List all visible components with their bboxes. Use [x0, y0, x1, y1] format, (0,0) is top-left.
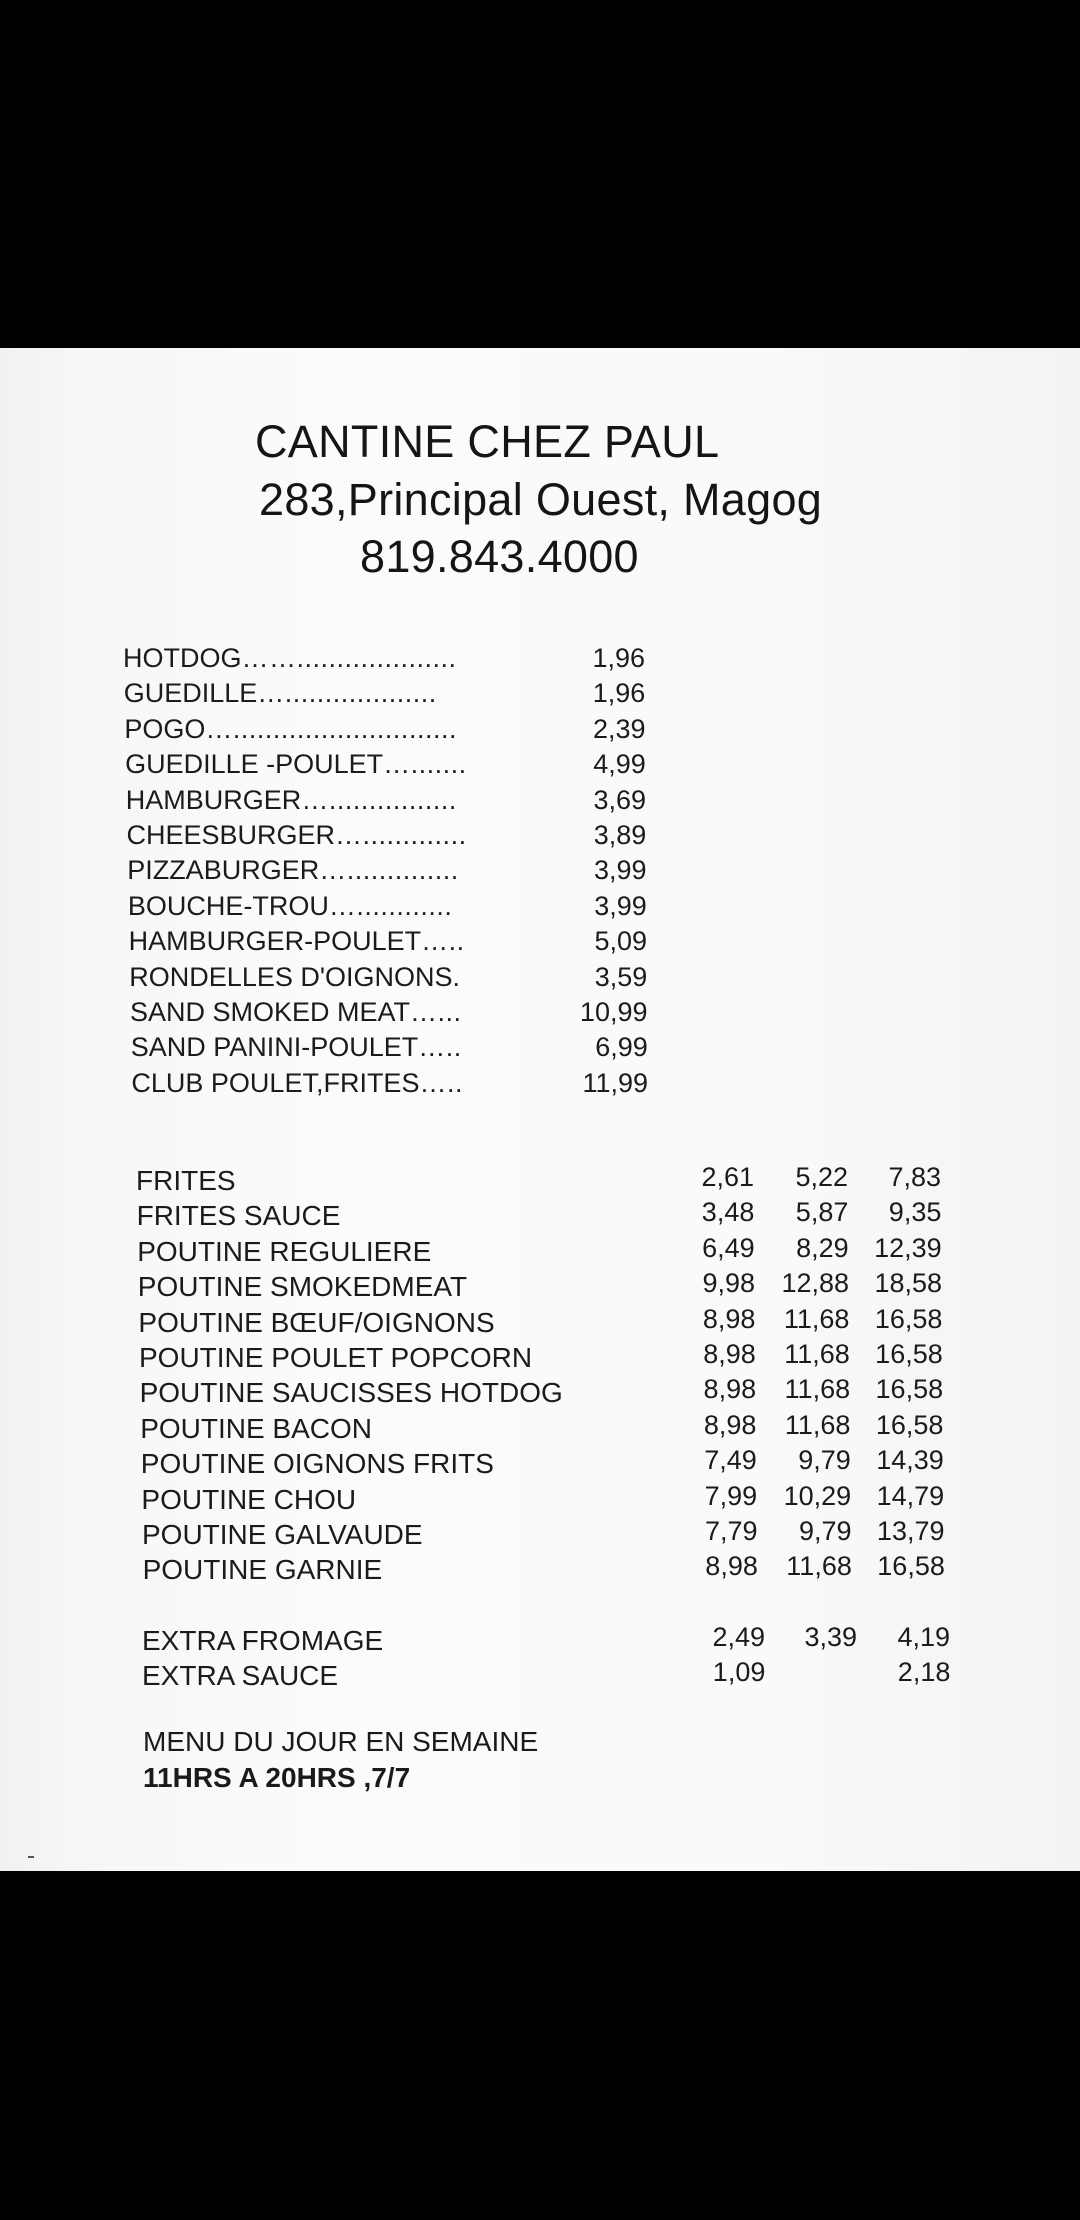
menu-item-name: FRITES — [136, 1165, 236, 1196]
size-price-2: 3,39 — [804, 1622, 857, 1652]
menu-item-row — [130, 995, 462, 1029]
menu-item-name: GUEDILLE -POULET — [125, 749, 384, 780]
size-price-3: 9,35 — [888, 1197, 942, 1228]
daily-menu-note: MENU DU JOUR EN SEMAINE — [143, 1726, 539, 1757]
menu-item-price: 6,99 — [595, 1032, 648, 1063]
menu-item-name: PIZZABURGER — [127, 855, 320, 886]
size-price-1: 9,98 — [702, 1268, 756, 1299]
size-price-2: 12,88 — [781, 1268, 850, 1299]
size-price-3: 16,58 — [877, 1551, 945, 1582]
opening-hours: 11HRS A 20HRS ,7/7 — [143, 1762, 411, 1793]
menu-item-price: 1,96 — [592, 678, 646, 709]
menu-item-name: POUTINE GARNIE — [142, 1554, 383, 1586]
menu-item-name: HAMBURGER-POULET — [128, 926, 422, 957]
menu-item-price: 5,09 — [594, 926, 647, 957]
menu-item-row — [128, 889, 453, 923]
size-price-1: 6,49 — [702, 1232, 755, 1263]
menu-item-row — [126, 783, 457, 817]
menu-item-price: 3,99 — [594, 890, 647, 921]
size-price-1: 8,98 — [703, 1374, 757, 1405]
size-price-1: 8,98 — [703, 1339, 756, 1369]
menu-item-name: EXTRA FROMAGE — [142, 1625, 384, 1656]
menu-item-row — [131, 1030, 462, 1064]
menu-item-price: 3,89 — [593, 820, 647, 850]
size-price-2: 5,87 — [795, 1197, 849, 1228]
leader-dots: ….. — [419, 1067, 463, 1098]
size-price-1: 3,48 — [701, 1197, 755, 1228]
leader-dots: …............................ — [205, 713, 457, 744]
menu-item-name: RONDELLES D'OIGNONS — [129, 961, 453, 992]
menu-item-row — [124, 712, 457, 746]
size-price-2: 10,29 — [783, 1480, 852, 1511]
size-price-3: 12,39 — [874, 1232, 942, 1263]
menu-item-row — [125, 747, 467, 781]
leader-dots: ….. — [421, 926, 465, 957]
size-price-2: 8,29 — [796, 1232, 849, 1263]
menu-item-name: POUTINE SAUCISSES HOTDOG — [139, 1377, 563, 1409]
size-price-2: 11,68 — [786, 1551, 852, 1582]
leader-dots: …................... — [257, 678, 437, 709]
size-price-1: 8,98 — [703, 1409, 757, 1440]
menu-item-name: SAND PANINI-POULET — [130, 1032, 419, 1063]
leader-dots: …....... — [383, 749, 467, 780]
menu-item-price: 4,99 — [593, 749, 646, 780]
leader-dots: …... — [410, 997, 462, 1027]
menu-item-row — [127, 818, 467, 852]
menu-item-price: 3,59 — [594, 961, 648, 992]
size-price-3: 7,83 — [888, 1162, 941, 1192]
menu-item-price: 3,99 — [593, 855, 647, 886]
size-price-2: 5,22 — [795, 1162, 848, 1192]
size-price-3: 14,79 — [876, 1480, 945, 1511]
size-price-2: 9,79 — [798, 1516, 852, 1546]
menu-item-name: POUTINE REGULIERE — [137, 1235, 432, 1267]
menu-item-name: SAND SMOKED MEAT — [130, 997, 411, 1027]
size-price-1: 8,98 — [705, 1551, 758, 1582]
menu-item-name: HAMBURGER — [125, 784, 302, 815]
size-price-1: 2,49 — [712, 1622, 765, 1652]
menu-item-price: 1,96 — [592, 643, 645, 673]
size-price-1: 7,79 — [704, 1516, 758, 1546]
menu-item-row — [124, 676, 437, 710]
size-price-1: 1,09 — [712, 1657, 766, 1687]
menu-item-name: POUTINE GALVAUDE — [142, 1519, 423, 1550]
size-price-2: 11,68 — [784, 1409, 851, 1440]
restaurant-name: CANTINE CHEZ PAUL — [255, 416, 720, 467]
restaurant-phone: 819.843.4000 — [360, 531, 639, 582]
menu-item-name: POUTINE OIGNONS FRITS — [140, 1448, 494, 1480]
menu-item-name: POUTINE CHOU — [141, 1483, 357, 1515]
restaurant-address: 283,Principal Ouest, Magog — [259, 474, 823, 525]
menu-item-row — [129, 960, 460, 994]
size-price-3: 18,58 — [874, 1268, 943, 1299]
size-price-3: 14,39 — [876, 1445, 944, 1476]
menu-item-name: POUTINE BACON — [140, 1412, 372, 1444]
paper-mark — [28, 1856, 34, 1858]
leader-dots: …............ — [328, 890, 453, 921]
size-price-1: 7,49 — [704, 1445, 757, 1476]
menu-item-name: CHEESBURGER — [126, 820, 336, 850]
size-price-1: 2,61 — [701, 1162, 754, 1192]
size-price-3: 4,19 — [897, 1622, 950, 1652]
size-price-2: 11,68 — [784, 1339, 850, 1369]
menu-item-name: GUEDILLE — [123, 678, 258, 709]
size-price-1: 7,99 — [704, 1480, 758, 1511]
leader-dots: …............. — [335, 820, 467, 850]
menu-item-name: POUTINE POULET POPCORN — [139, 1342, 533, 1373]
leader-dots: ….. — [418, 1032, 462, 1063]
menu-item-row — [131, 1066, 463, 1100]
size-price-2: 9,79 — [798, 1445, 851, 1476]
menu-item-name: HOTDOG — [123, 643, 242, 673]
size-price-1: 8,98 — [702, 1303, 756, 1334]
size-price-3: 13,79 — [876, 1516, 945, 1546]
size-price-3: 16,58 — [874, 1303, 943, 1334]
menu-item-name: BOUCHE-TROU — [127, 890, 329, 921]
menu-item-name: EXTRA SAUCE — [142, 1660, 339, 1691]
menu-item-name: FRITES SAUCE — [136, 1200, 341, 1232]
leader-dots: ….............. — [319, 855, 459, 886]
size-price-3: 16,58 — [875, 1374, 944, 1405]
menu-item-price: 3,69 — [593, 784, 646, 815]
menu-item-name: POUTINE BŒUF/OIGNONS — [138, 1306, 495, 1338]
size-price-3: 16,58 — [875, 1339, 943, 1369]
menu-item-price: 2,39 — [592, 713, 646, 744]
menu-item-name: POUTINE SMOKEDMEAT — [137, 1271, 468, 1303]
menu-item-row — [129, 924, 465, 958]
leader-dots: . — [452, 961, 461, 992]
menu-sheet — [0, 348, 1080, 1871]
size-price-2: 11,68 — [784, 1374, 851, 1405]
menu-item-name: POGO — [124, 713, 206, 744]
leader-dots: …................ — [301, 784, 457, 815]
size-price-3: 2,18 — [897, 1657, 951, 1687]
menu-item-row — [127, 853, 459, 887]
menu-item-price: 11,99 — [582, 1067, 648, 1098]
menu-item-name: CLUB POULET,FRITES — [131, 1067, 420, 1098]
menu-item-row — [123, 641, 457, 675]
size-price-3: 16,58 — [875, 1409, 944, 1440]
leader-dots: …….................... — [241, 643, 457, 673]
menu-item-price: 10,99 — [579, 997, 648, 1027]
size-price-2: 11,68 — [783, 1303, 850, 1334]
